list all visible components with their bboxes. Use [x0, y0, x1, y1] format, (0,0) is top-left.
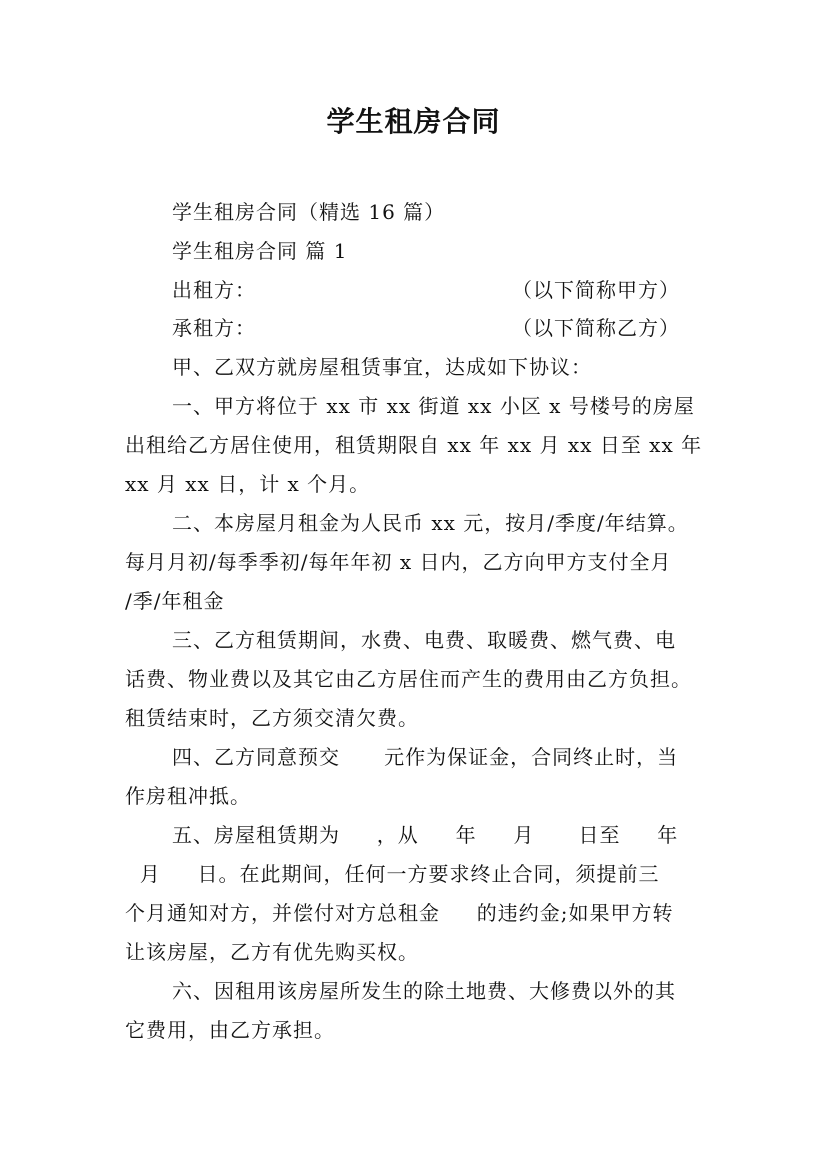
clause-1-line-3: xx 月 xx 日，计 x 个月。	[125, 472, 371, 496]
clause-6-line-2: 它费用，由乙方承担。	[125, 1018, 335, 1042]
clause-2-line-1: 二、本房屋月租金为人民币 xx 元，按月/季度/年结算。	[172, 511, 689, 535]
lessor-label: 出租方：	[172, 278, 256, 302]
lessee-note: （以下简称乙方）	[512, 316, 680, 340]
clause-1-line-2: 出租给乙方居住使用，租赁期限自 xx 年 xx 月 xx 日至 xx 年	[125, 433, 703, 457]
clause-5-line-1: 五、房屋租赁期为 ，从 年 月 日至 年	[172, 823, 679, 847]
lessee-label: 承租方：	[172, 316, 256, 340]
clause-5-line-4: 让该房屋，乙方有优先购买权。	[125, 940, 419, 964]
clause-2-line-2: 每月月初/每季季初/每年年初 x 日内，乙方向甲方支付全月	[125, 550, 672, 574]
agreement-intro: 甲、乙双方就房屋租赁事宜，达成如下协议：	[172, 355, 592, 379]
clause-3-line-1: 三、乙方租赁期间，水费、电费、取暖费、燃气费、电	[172, 628, 676, 652]
clause-5-line-3: 个月通知对方，并偿付对方总租金 的违约金;如果甲方转	[125, 901, 674, 925]
clause-5-line-2: 月 日。在此期间，任何一方要求终止合同，须提前三	[125, 862, 660, 886]
clause-6-line-1: 六、因租用该房屋所发生的除土地费、大修费以外的其	[172, 979, 676, 1003]
subtitle: 学生租房合同（精选 16 篇）	[172, 200, 446, 224]
document-title: 学生租房合同	[326, 105, 501, 138]
section-heading: 学生租房合同 篇 1	[172, 239, 348, 263]
clause-2-line-3: /季/年租金	[125, 589, 225, 613]
clause-3-line-2: 话费、物业费以及其它由乙方居住而产生的费用由乙方负担。	[125, 667, 692, 691]
clause-3-line-3: 租赁结束时，乙方须交清欠费。	[125, 706, 419, 730]
clause-4-line-2: 作房租冲抵。	[125, 784, 251, 808]
lessor-note: （以下简称甲方）	[512, 278, 680, 302]
clause-4-line-1: 四、乙方同意预交 元作为保证金，合同终止时，当	[172, 745, 679, 769]
clause-1-line-1: 一、甲方将位于 xx 市 xx 街道 xx 小区 x 号楼号的房屋	[172, 394, 695, 418]
